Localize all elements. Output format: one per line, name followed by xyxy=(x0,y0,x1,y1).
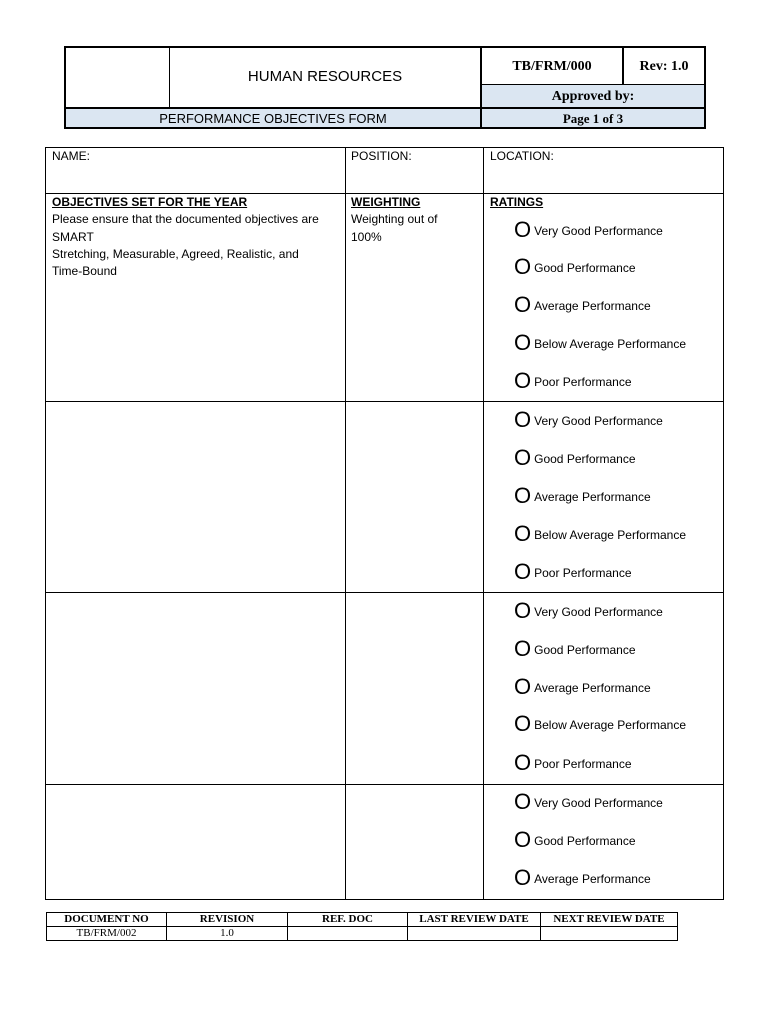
rating-option-very-good[interactable]: O Very Good Performance xyxy=(514,598,663,623)
footer-header-document-no: DOCUMENT NO xyxy=(47,913,167,927)
rating-option-very-good[interactable]: O Very Good Performance xyxy=(514,407,663,432)
rating-option-average[interactable]: O Average Performance xyxy=(514,292,651,317)
footer-next-review-date xyxy=(541,927,678,941)
radio-circle-icon: O xyxy=(514,368,532,393)
radio-circle-icon: O xyxy=(514,750,532,775)
approved-by-label: Approved by: xyxy=(551,89,635,104)
footer-header-ref-doc: REF. DOC xyxy=(288,913,408,927)
weighting-input-3[interactable] xyxy=(346,593,482,783)
objective-input-3[interactable] xyxy=(46,593,344,783)
rating-option-average[interactable]: O Average Performance xyxy=(514,674,651,699)
revision-label: Rev: 1.0 xyxy=(639,59,689,74)
ratings-heading: RATINGS xyxy=(490,195,544,209)
radio-circle-icon: O xyxy=(514,445,532,470)
location-input[interactable] xyxy=(484,165,723,192)
rating-option-very-good[interactable]: O Very Good Performance xyxy=(514,789,663,814)
document-control-table xyxy=(46,912,678,941)
radio-circle-icon: O xyxy=(514,521,532,546)
rating-option-good[interactable]: O Good Performance xyxy=(514,827,636,852)
footer-header-last-review: LAST REVIEW DATE xyxy=(408,913,541,927)
weighting-heading: WEIGHTING xyxy=(351,195,421,209)
radio-circle-icon: O xyxy=(514,711,532,736)
radio-circle-icon: O xyxy=(514,407,532,432)
position-field-label: POSITION: xyxy=(351,149,412,163)
objectives-instruction: Please ensure that the documented objectives are xyxy=(52,212,319,226)
footer-document-no: TB/FRM/002 xyxy=(47,927,167,941)
radio-circle-icon: O xyxy=(514,559,532,584)
rating-option-good[interactable]: O Good Performance xyxy=(514,445,636,470)
page-indicator: Page 1 of 3 xyxy=(562,111,624,126)
footer-ref-doc xyxy=(288,927,408,941)
radio-circle-icon: O xyxy=(514,827,532,852)
radio-circle-icon: O xyxy=(514,330,532,355)
objectives-instruction: Stretching, Measurable, Agreed, Realistic, and xyxy=(52,247,299,261)
radio-circle-icon: O xyxy=(514,636,532,661)
name-input[interactable] xyxy=(46,165,344,192)
weighting-input-2[interactable] xyxy=(346,402,482,591)
radio-circle-icon: O xyxy=(514,789,532,814)
form-code: TB/FRM/000 xyxy=(512,59,592,74)
rating-option-average[interactable]: O Average Performance xyxy=(514,483,651,508)
rating-option-good[interactable]: O Good Performance xyxy=(514,636,636,661)
rating-option-poor[interactable]: O Poor Performance xyxy=(514,368,632,393)
footer-revision: 1.0 xyxy=(167,927,288,941)
radio-circle-icon: O xyxy=(514,865,532,890)
name-field-label: NAME: xyxy=(52,149,91,163)
rating-option-average[interactable]: O Average Performance xyxy=(514,865,651,890)
rating-option-poor[interactable]: O Poor Performance xyxy=(514,559,632,584)
rating-option-very-good[interactable]: O Very Good Performance xyxy=(514,217,663,242)
radio-circle-icon: O xyxy=(514,292,532,317)
rating-option-below-average[interactable]: O Below Average Performance xyxy=(514,711,686,736)
objectives-instruction: Time-Bound xyxy=(52,264,117,278)
footer-last-review-date xyxy=(408,927,541,941)
position-input[interactable] xyxy=(346,165,482,192)
radio-circle-icon: O xyxy=(514,483,532,508)
document-header xyxy=(64,46,706,129)
footer-header-next-review: NEXT REVIEW DATE xyxy=(541,913,678,927)
weighting-instruction: 100% xyxy=(351,230,382,244)
form-title: PERFORMANCE OBJECTIVES FORM xyxy=(159,111,387,126)
objective-input-4[interactable] xyxy=(46,785,344,899)
objectives-heading: OBJECTIVES SET FOR THE YEAR xyxy=(52,195,248,209)
weighting-input-4[interactable] xyxy=(346,785,482,899)
rating-option-below-average[interactable]: O Below Average Performance xyxy=(514,330,686,355)
location-field-label: LOCATION: xyxy=(490,149,554,163)
weighting-instruction: Weighting out of xyxy=(351,212,438,226)
radio-circle-icon: O xyxy=(514,217,532,242)
footer-header-revision: REVISION xyxy=(167,913,288,927)
radio-circle-icon: O xyxy=(514,674,532,699)
rating-option-good[interactable]: O Good Performance xyxy=(514,254,636,279)
rating-option-below-average[interactable]: O Below Average Performance xyxy=(514,521,686,546)
objective-input-2[interactable] xyxy=(46,402,344,591)
objectives-instruction: SMART xyxy=(52,230,94,244)
department-title: HUMAN RESOURCES xyxy=(247,68,403,85)
rating-option-poor[interactable]: O Poor Performance xyxy=(514,750,632,775)
radio-circle-icon: O xyxy=(514,254,532,279)
radio-circle-icon: O xyxy=(514,598,532,623)
